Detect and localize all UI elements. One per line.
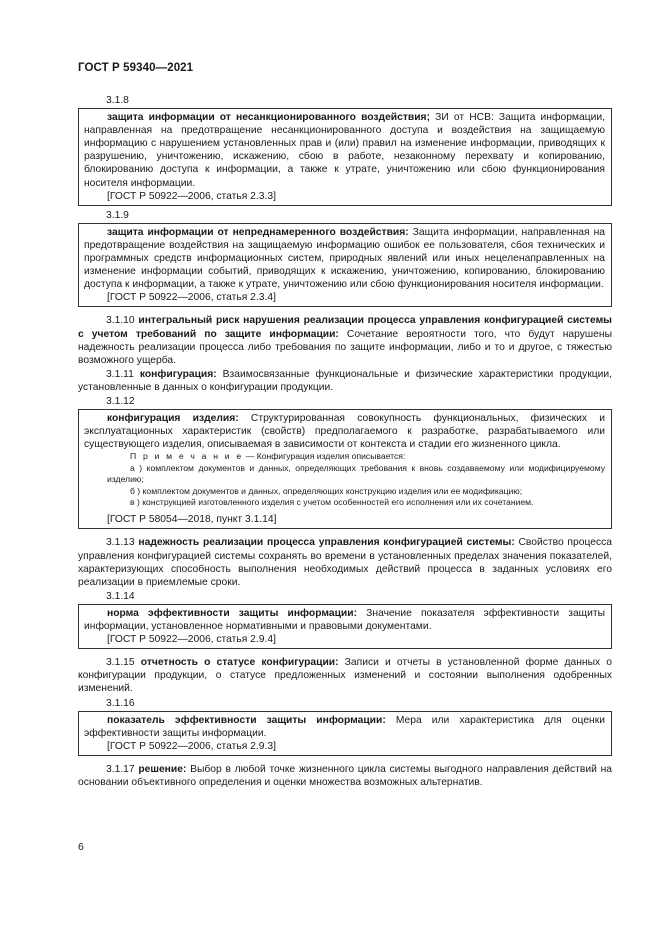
note-heading: [84, 451, 605, 462]
definition: Структурированная совокупность функциональных, физических и эксплуатационных характеристик (свойств) предполагаемого к разработке, разрабатываемого или существующего изделия, описываемая в зависимости от контекста и стадии его жизненного цикла.: [84, 413, 606, 451]
definition-box: [78, 711, 612, 756]
entry-number: 3.1.10: [106, 315, 135, 327]
term: показатель эффективности защиты информации:: [107, 714, 386, 726]
document-body: [78, 94, 612, 790]
definition: Значение показателя эффективности защиты информации, установленное нормативными и правовыми документами.: [84, 607, 606, 633]
note-label: П р и м е ч а н и е: [130, 451, 244, 462]
term: норма эффективности защиты информации:: [107, 607, 358, 619]
definition-box: [78, 409, 612, 529]
definition: ЗИ от НСВ: Защита информации, направленная на предотвращение несанкционированного доступа и воздействия на защищаемую информацию с нарушением установленных прав и (или) правил на изменение информации, приводящих к разрушению, уничтожению, искажению, сбою в работе, незаконному перехвату и копированию, блокированию доступа к информации, а также к утрате, уничтожению или сбою функционирования носителя информации.: [84, 112, 605, 189]
definition: Сочетание вероятности того, что будут нарушены надежность реализации процесса либо требования по защите информации, либо и то и другое, с тяжестью возможного ущерба.: [78, 328, 612, 366]
page-number: 6: [78, 841, 84, 853]
source-reference: [ГОСТ Р 50922—2006, статья 2.9.3]: [107, 740, 276, 752]
term: надежность реализации процесса управления конфигурацией системы:: [138, 537, 515, 549]
definition-paragraph: [78, 368, 612, 394]
definition-paragraph: [78, 656, 612, 695]
source-reference: [ГОСТ Р 50922—2006, статья 2.3.3]: [107, 190, 276, 202]
term: конфигурация:: [139, 368, 217, 380]
note-intro: — Конфигурация изделия описывается:: [243, 451, 406, 462]
definition-paragraph: [78, 763, 612, 789]
entry-number: 3.1.16: [106, 697, 135, 709]
term: защита информации от несанкционированного воздействия;: [107, 112, 430, 124]
definition-text: [84, 714, 605, 740]
definition-text: [84, 412, 605, 451]
source-reference: [ГОСТ Р 50922—2006, статья 2.9.4]: [107, 634, 276, 646]
definition: Мера или характеристика для оценки эффективности защиты информации.: [84, 714, 605, 739]
entry-number: 3.1.11: [106, 368, 134, 380]
entry-number: 3.1.13: [106, 537, 135, 549]
definition: Записи и отчеты в установленной форме данных о конфигурации продукции, о статусе предложенных изменений и состоянии выполнения одобренных изменений.: [78, 657, 612, 695]
term: отчетность о статусе конфигурации:: [140, 657, 339, 669]
definition-box: [78, 108, 612, 206]
term: защита информации от непреднамеренного воздействия:: [107, 226, 409, 238]
definition: Свойство процесса управления конфигурацией системы сохранять во времени в установленных пределах значения показателей, характеризующих способность выполнения необходимых действий процесса в заданных условиях его реализации в приемлемые сроки.: [78, 537, 612, 588]
term: конфигурация изделия:: [107, 413, 239, 425]
source-reference: [ГОСТ Р 58054—2018, пункт 3.1.14]: [107, 514, 277, 526]
definition-paragraph: [78, 536, 612, 588]
entry-number: 3.1.8: [106, 95, 129, 106]
term: решение:: [138, 763, 187, 775]
definition-text: [84, 226, 605, 291]
note-item-c: в ) конструкцией изготовленного изделия с учетом особенностей его исполнения или их сочетанием.: [130, 496, 534, 507]
definition: Выбор в любой точке жизненного цикла системы выгодного направления действий на основании объективного определения и оценки множества возможных альтернатив.: [78, 763, 612, 788]
definition-text: [84, 111, 605, 190]
term: интегральный риск нарушения реализации процесса управления конфигурацией системы с учетом требований по защите информации:: [78, 315, 612, 340]
entry-number: 3.1.12: [106, 395, 135, 407]
entry-number: 3.1.15: [106, 657, 135, 669]
definition: Защита информации, направленная на предотвращение воздействия на защищаемую информацию ошибок ее пользователя, сбоя технических и программных средств информационных систем, природных явлений или иных нецеленаправленных на изменение информации событий, приводящих к искажению, уничтожению, копированию, блокированию доступа к информации, а также к утрате, уничтожению или сбою функционирования носителя информации.: [84, 226, 606, 291]
definition: Взаимосвязанные функциональные и физические характеристики продукции, установленные в данных о конфигурации продукции.: [78, 368, 612, 393]
definition-text: [84, 607, 605, 633]
definition-box: [78, 223, 612, 308]
entry-number: 3.1.17: [106, 763, 135, 775]
note-item-b: б ) комплектом документов и данных, определяющих конструкцию изделия или ее модификацию;: [130, 485, 523, 496]
entry-number: 3.1.9: [106, 209, 129, 221]
entry-number: 3.1.14: [106, 590, 135, 602]
definition-paragraph: [78, 314, 612, 366]
source-reference: [ГОСТ Р 50922—2006, статья 2.3.4]: [107, 292, 276, 304]
note-item-a: а ) комплектом документов и данных, определяющих требования к вновь создаваемому или модифицируемому изделию;: [107, 462, 605, 485]
page-header: ГОСТ Р 59340—2021: [78, 62, 194, 74]
definition-box: [78, 604, 612, 649]
